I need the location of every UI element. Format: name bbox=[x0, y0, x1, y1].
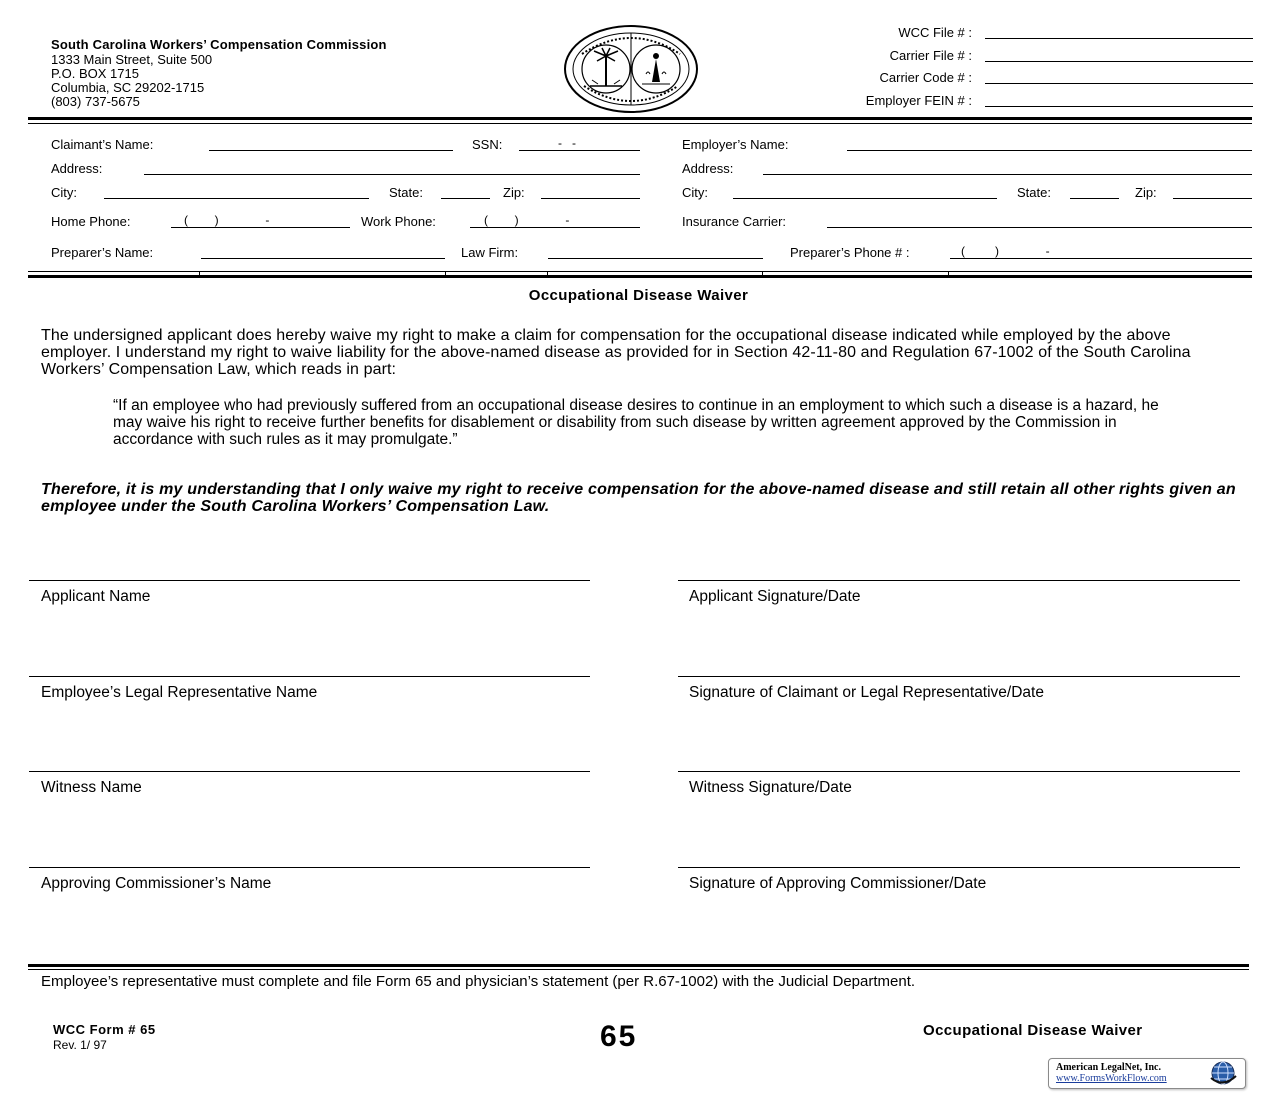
commissioner-signature-label: Signature of Approving Commissioner/Date bbox=[689, 875, 987, 892]
preparer-phone-field[interactable] bbox=[950, 258, 1252, 259]
home-phone-label: Home Phone: bbox=[51, 214, 131, 229]
carrier-file-field[interactable] bbox=[985, 61, 1253, 62]
ssn-label: SSN: bbox=[472, 137, 503, 152]
tick bbox=[199, 271, 200, 276]
footer-note: Employee’s representative must complete and file Form 65 and physician’s statement (per R.67-1002) with the Judicial Department. bbox=[41, 973, 916, 990]
vendor-badge[interactable] bbox=[1048, 1058, 1246, 1089]
witness-signature-label: Witness Signature/Date bbox=[689, 779, 852, 796]
employer-zip-field[interactable] bbox=[1173, 198, 1252, 199]
wcc-file-field[interactable] bbox=[985, 38, 1253, 39]
employer-city-field[interactable] bbox=[733, 198, 997, 199]
ssn-field[interactable] bbox=[519, 150, 640, 151]
employer-zip-label: Zip: bbox=[1135, 185, 1157, 200]
header-divider-thin bbox=[28, 123, 1252, 124]
home-phone-field[interactable] bbox=[171, 227, 350, 228]
commissioner-signature-line[interactable] bbox=[678, 867, 1240, 868]
applicant-name-label: Applicant Name bbox=[41, 588, 151, 605]
work-phone-mask: ( ) - bbox=[484, 213, 570, 227]
tick bbox=[445, 271, 446, 276]
representative-signature-line[interactable] bbox=[678, 676, 1240, 677]
carrier-code-field[interactable] bbox=[985, 83, 1253, 84]
witness-name-line[interactable] bbox=[29, 771, 590, 772]
emphasis-paragraph: Therefore, it is my understanding that I only waive my right to receive compensation for the above-named disease and still retain all other rights given an employee under the South Carolina Workers’ Compensation Law. bbox=[41, 481, 1236, 515]
agency-block bbox=[51, 37, 387, 109]
representative-name-label: Employee’s Legal Representative Name bbox=[41, 684, 318, 701]
employer-address-field[interactable] bbox=[763, 174, 1252, 175]
claimant-state-label: State: bbox=[389, 185, 423, 200]
tick bbox=[547, 271, 548, 276]
witness-name-label: Witness Name bbox=[41, 779, 142, 796]
agency-name: South Carolina Workers’ Compensation Commission bbox=[51, 37, 387, 52]
employer-fein-label: Employer FEIN # : bbox=[865, 93, 972, 108]
home-phone-mask: ( ) - bbox=[184, 213, 270, 227]
claimant-zip-field[interactable] bbox=[541, 198, 640, 199]
claimant-address-label: Address: bbox=[51, 161, 103, 176]
work-phone-label: Work Phone: bbox=[361, 214, 436, 229]
employer-name-label: Employer’s Name: bbox=[682, 137, 789, 152]
form-number: WCC Form # 65 bbox=[53, 1022, 156, 1037]
carrier-code-label: Carrier Code # : bbox=[879, 70, 972, 85]
insurance-carrier-field[interactable] bbox=[827, 227, 1252, 228]
claimant-city-field[interactable] bbox=[104, 198, 369, 199]
ssn-mask: - - bbox=[558, 136, 576, 150]
employer-state-label: State: bbox=[1017, 185, 1051, 200]
page-title: Occupational Disease Waiver bbox=[528, 287, 749, 304]
vendor-link[interactable]: www.FormsWorkFlow.com bbox=[1056, 1073, 1167, 1084]
tick bbox=[762, 271, 763, 276]
vendor-name: American LegalNet, Inc. bbox=[1056, 1062, 1161, 1073]
employer-address-label: Address: bbox=[682, 161, 734, 176]
claimant-name-field[interactable] bbox=[209, 150, 453, 151]
carrier-file-label: Carrier File # : bbox=[889, 48, 972, 63]
claimant-zip-label: Zip: bbox=[503, 185, 525, 200]
commissioner-name-line[interactable] bbox=[29, 867, 590, 868]
footer-form-title: Occupational Disease Waiver bbox=[923, 1022, 1143, 1039]
header-divider bbox=[28, 117, 1252, 120]
form-revision: Rev. 1/ 97 bbox=[53, 1038, 107, 1052]
address-line: (803) 737-5675 bbox=[51, 94, 140, 109]
footer-divider bbox=[28, 964, 1249, 967]
representative-signature-label: Signature of Claimant or Legal Representative/Date bbox=[689, 684, 1044, 701]
claimant-address-field[interactable] bbox=[144, 174, 640, 175]
preparer-phone-label: Preparer’s Phone # : bbox=[790, 245, 910, 260]
address-line: 1333 Main Street, Suite 500 bbox=[51, 52, 213, 67]
tick bbox=[948, 271, 949, 276]
info-divider bbox=[28, 271, 1252, 272]
wcc-file-label: WCC File # : bbox=[898, 25, 972, 40]
address-line: P.O. BOX 1715 bbox=[51, 66, 139, 81]
law-firm-label: Law Firm: bbox=[461, 245, 519, 260]
law-firm-field[interactable] bbox=[548, 258, 763, 259]
regulation-quote: “If an employee who had previously suffered from an occupational disease desires to continue in an employment to which such a disease is a hazard, he may waive his right to receive further benefits for disablement or disability from such disease by written agreement approved by the Commission in accordance with such rules as it may promulgate.” bbox=[113, 397, 1159, 448]
claimant-city-label: City: bbox=[51, 185, 77, 200]
employer-city-label: City: bbox=[682, 185, 708, 200]
commissioner-name-label: Approving Commissioner’s Name bbox=[41, 875, 272, 892]
form-big-number: 65 bbox=[600, 1020, 638, 1053]
witness-signature-line[interactable] bbox=[678, 771, 1240, 772]
preparer-phone-mask: ( ) - bbox=[961, 244, 1050, 258]
claimant-name-label: Claimant’s Name: bbox=[51, 137, 154, 152]
intro-paragraph: The undersigned applicant does hereby waive my right to make a claim for compensation for the occupational disease indicated while employed by the above employer. I understand my right to waive liability for the above-named disease as provided for in Section 42-11-80 and Regulation 67-1002 of the South Carolina Workers’ Compensation Law, which reads in part: bbox=[41, 327, 1191, 378]
claimant-state-field[interactable] bbox=[441, 198, 490, 199]
employer-name-field[interactable] bbox=[847, 150, 1252, 151]
globe-icon bbox=[1209, 1060, 1237, 1086]
address-line: Columbia, SC 29202-1715 bbox=[51, 80, 205, 95]
applicant-signature-label: Applicant Signature/Date bbox=[689, 588, 861, 605]
footer-divider-thin bbox=[28, 969, 1249, 970]
preparer-name-label: Preparer’s Name: bbox=[51, 245, 154, 260]
info-divider-thick bbox=[28, 275, 1252, 278]
work-phone-field[interactable] bbox=[470, 227, 640, 228]
applicant-name-line[interactable] bbox=[29, 580, 590, 581]
employer-state-field[interactable] bbox=[1070, 198, 1119, 199]
state-seal-icon bbox=[562, 24, 700, 114]
employer-fein-field[interactable] bbox=[985, 106, 1253, 107]
preparer-name-field[interactable] bbox=[201, 258, 445, 259]
applicant-signature-line[interactable] bbox=[678, 580, 1240, 581]
insurance-carrier-label: Insurance Carrier: bbox=[682, 214, 787, 229]
representative-name-line[interactable] bbox=[29, 676, 590, 677]
